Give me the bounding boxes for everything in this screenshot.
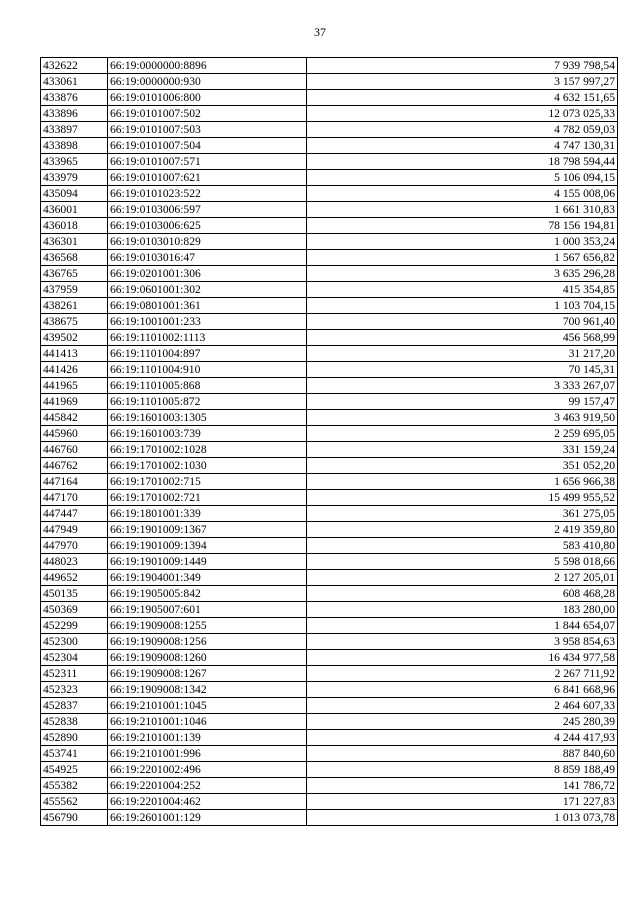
- cadastral-number-cell: 66:19:2601001:129: [108, 810, 307, 826]
- row-id-cell: 436301: [41, 234, 108, 250]
- cadastral-value-cell: 1 844 654,07: [307, 618, 618, 634]
- cadastral-number-cell: 66:19:1904001:349: [108, 570, 307, 586]
- table-row: [41, 410, 618, 426]
- table-row: [41, 442, 618, 458]
- cadastral-value-cell: 351 052,20: [307, 458, 618, 474]
- cadastral-number-cell: 66:19:0101006:800: [108, 90, 307, 106]
- row-id-cell: 441426: [41, 362, 108, 378]
- table-row: [41, 682, 618, 698]
- cadastral-number-cell: 66:19:1909008:1260: [108, 650, 307, 666]
- row-id-cell: 436765: [41, 266, 108, 282]
- table-row: [41, 234, 618, 250]
- cadastral-value-cell: 99 157,47: [307, 394, 618, 410]
- table-row: [41, 474, 618, 490]
- cadastral-value-cell: 4 782 059,03: [307, 122, 618, 138]
- cadastral-value-cell: 5 106 094,15: [307, 170, 618, 186]
- cadastral-number-cell: 66:19:1905007:601: [108, 602, 307, 618]
- cadastral-number-cell: 66:19:0101007:502: [108, 106, 307, 122]
- row-id-cell: 433979: [41, 170, 108, 186]
- row-id-cell: 433965: [41, 154, 108, 170]
- cadastral-number-cell: 66:19:2101001:996: [108, 746, 307, 762]
- cadastral-value-cell: 583 410,80: [307, 538, 618, 554]
- cadastral-value-cell: 3 958 854,63: [307, 634, 618, 650]
- row-id-cell: 433897: [41, 122, 108, 138]
- cadastral-value-cell: 183 280,00: [307, 602, 618, 618]
- cadastral-number-cell: 66:19:1001001:233: [108, 314, 307, 330]
- row-id-cell: 452837: [41, 698, 108, 714]
- cadastral-value-cell: 4 155 008,06: [307, 186, 618, 202]
- cadastral-number-cell: 66:19:0103006:625: [108, 218, 307, 234]
- row-id-cell: 452311: [41, 666, 108, 682]
- row-id-cell: 454925: [41, 762, 108, 778]
- table-row: [41, 618, 618, 634]
- row-id-cell: 449652: [41, 570, 108, 586]
- row-id-cell: 447170: [41, 490, 108, 506]
- cadastral-number-cell: 66:19:2201004:252: [108, 778, 307, 794]
- cadastral-value-cell: 2 464 607,33: [307, 698, 618, 714]
- cadastral-number-cell: 66:19:0101007:621: [108, 170, 307, 186]
- cadastral-value-cell: 7 939 798,54: [307, 58, 618, 74]
- table-row: [41, 202, 618, 218]
- table-row: [41, 634, 618, 650]
- cadastral-number-cell: 66:19:1601003:739: [108, 426, 307, 442]
- row-id-cell: 436018: [41, 218, 108, 234]
- cadastral-number-cell: 66:19:0101007:571: [108, 154, 307, 170]
- cadastral-value-cell: 2 267 711,92: [307, 666, 618, 682]
- row-id-cell: 433061: [41, 74, 108, 90]
- cadastral-number-cell: 66:19:0101023:522: [108, 186, 307, 202]
- table-row: [41, 186, 618, 202]
- cadastral-value-cell: 1 567 656,82: [307, 250, 618, 266]
- table-row: [41, 698, 618, 714]
- table-row: [41, 298, 618, 314]
- row-id-cell: 447949: [41, 522, 108, 538]
- table-row: [41, 58, 618, 74]
- cadastral-value-cell: 3 463 919,50: [307, 410, 618, 426]
- cadastral-value-cell: 3 635 296,28: [307, 266, 618, 282]
- table-row: [41, 714, 618, 730]
- cadastral-value-cell: 887 840,60: [307, 746, 618, 762]
- table-row: [41, 362, 618, 378]
- cadastral-value-cell: 2 419 359,80: [307, 522, 618, 538]
- cadastral-number-cell: 66:19:2101001:1046: [108, 714, 307, 730]
- cadastral-number-cell: 66:19:2101001:1045: [108, 698, 307, 714]
- row-id-cell: 452299: [41, 618, 108, 634]
- cadastral-value-cell: 456 568,99: [307, 330, 618, 346]
- table-row: [41, 154, 618, 170]
- cadastral-value-cell: 4 747 130,31: [307, 138, 618, 154]
- cadastral-value-cell: 6 841 668,96: [307, 682, 618, 698]
- cadastral-value-cell: 245 280,39: [307, 714, 618, 730]
- cadastral-value-cell: 18 798 594,44: [307, 154, 618, 170]
- row-id-cell: 456790: [41, 810, 108, 826]
- table-row: [41, 346, 618, 362]
- row-id-cell: 447447: [41, 506, 108, 522]
- cadastral-value-cell: 5 598 018,66: [307, 554, 618, 570]
- table-row: [41, 778, 618, 794]
- cadastral-number-cell: 66:19:1101002:1113: [108, 330, 307, 346]
- cadastral-value-cell: 1 656 966,38: [307, 474, 618, 490]
- row-id-cell: 438675: [41, 314, 108, 330]
- cadastral-number-cell: 66:19:1101005:868: [108, 378, 307, 394]
- row-id-cell: 433896: [41, 106, 108, 122]
- cadastral-value-cell: 70 145,31: [307, 362, 618, 378]
- cadastral-number-cell: 66:19:1701002:721: [108, 490, 307, 506]
- cadastral-value-cell: 141 786,72: [307, 778, 618, 794]
- cadastral-value-cell: 1 000 353,24: [307, 234, 618, 250]
- table-row: [41, 138, 618, 154]
- row-id-cell: 452838: [41, 714, 108, 730]
- table-row: [41, 170, 618, 186]
- row-id-cell: 447970: [41, 538, 108, 554]
- cadastral-value-cell: 4 244 417,93: [307, 730, 618, 746]
- cadastral-number-cell: 66:19:1901009:1394: [108, 538, 307, 554]
- row-id-cell: 452300: [41, 634, 108, 650]
- table-row: [41, 490, 618, 506]
- cadastral-number-cell: 66:19:1701002:715: [108, 474, 307, 490]
- cadastral-number-cell: 66:19:0103010:829: [108, 234, 307, 250]
- cadastral-value-cell: 1 103 704,15: [307, 298, 618, 314]
- cadastral-value-cell: 12 073 025,33: [307, 106, 618, 122]
- table-row: [41, 394, 618, 410]
- table-row: [41, 122, 618, 138]
- cadastral-number-cell: 66:19:2201004:462: [108, 794, 307, 810]
- row-id-cell: 453741: [41, 746, 108, 762]
- row-id-cell: 433898: [41, 138, 108, 154]
- cadastral-number-cell: 66:19:1101005:872: [108, 394, 307, 410]
- cadastral-number-cell: 66:19:0103016:47: [108, 250, 307, 266]
- cadastral-number-cell: 66:19:1701002:1030: [108, 458, 307, 474]
- cadastral-number-cell: 66:19:1909008:1256: [108, 634, 307, 650]
- row-id-cell: 448023: [41, 554, 108, 570]
- row-id-cell: 452323: [41, 682, 108, 698]
- cadastral-number-cell: 66:19:1909008:1255: [108, 618, 307, 634]
- table-row: [41, 90, 618, 106]
- row-id-cell: 436001: [41, 202, 108, 218]
- table-row: [41, 586, 618, 602]
- table-row: [41, 746, 618, 762]
- row-id-cell: 441965: [41, 378, 108, 394]
- cadastral-value-cell: 31 217,20: [307, 346, 618, 362]
- table-row: [41, 250, 618, 266]
- cadastral-number-cell: 66:19:2101001:139: [108, 730, 307, 746]
- cadastral-number-cell: 66:19:2201002:496: [108, 762, 307, 778]
- cadastral-number-cell: 66:19:1101004:910: [108, 362, 307, 378]
- table-row: [41, 794, 618, 810]
- row-id-cell: 446762: [41, 458, 108, 474]
- table-row: [41, 730, 618, 746]
- table-row: [41, 554, 618, 570]
- row-id-cell: 439502: [41, 330, 108, 346]
- row-id-cell: 433876: [41, 90, 108, 106]
- table-row: [41, 810, 618, 826]
- cadastral-number-cell: 66:19:0801001:361: [108, 298, 307, 314]
- table-body: [41, 58, 618, 826]
- table-row: [41, 522, 618, 538]
- cadastral-value-cell: 78 156 194,81: [307, 218, 618, 234]
- cadastral-value-cell: 415 354,85: [307, 282, 618, 298]
- table-row: [41, 506, 618, 522]
- table-row: [41, 314, 618, 330]
- table-row: [41, 666, 618, 682]
- cadastral-value-cell: 1 013 073,78: [307, 810, 618, 826]
- cadastral-value-cell: 3 333 267,07: [307, 378, 618, 394]
- cadastral-value-cell: 1 661 310,83: [307, 202, 618, 218]
- table-row: [41, 282, 618, 298]
- table-row: [41, 74, 618, 90]
- row-id-cell: 438261: [41, 298, 108, 314]
- row-id-cell: 452304: [41, 650, 108, 666]
- row-id-cell: 455562: [41, 794, 108, 810]
- table-row: [41, 570, 618, 586]
- cadastral-number-cell: 66:19:0101007:503: [108, 122, 307, 138]
- cadastral-value-cell: 171 227,83: [307, 794, 618, 810]
- cadastral-number-cell: 66:19:1905005:842: [108, 586, 307, 602]
- row-id-cell: 445842: [41, 410, 108, 426]
- row-id-cell: 441969: [41, 394, 108, 410]
- page-number: 37: [314, 25, 326, 39]
- cadastral-number-cell: 66:19:1909008:1267: [108, 666, 307, 682]
- cadastral-value-cell: 2 127 205,01: [307, 570, 618, 586]
- table-row: [41, 458, 618, 474]
- cadastral-value-cell: 361 275,05: [307, 506, 618, 522]
- cadastral-value-cell: 4 632 151,65: [307, 90, 618, 106]
- row-id-cell: 445960: [41, 426, 108, 442]
- row-id-cell: 450135: [41, 586, 108, 602]
- row-id-cell: 432622: [41, 58, 108, 74]
- table-row: [41, 538, 618, 554]
- table-row: [41, 266, 618, 282]
- cadastral-value-cell: 16 434 977,58: [307, 650, 618, 666]
- table-row: [41, 426, 618, 442]
- cadastral-number-cell: 66:19:1901009:1449: [108, 554, 307, 570]
- row-id-cell: 446760: [41, 442, 108, 458]
- cadastral-number-cell: 66:19:0000000:8896: [108, 58, 307, 74]
- cadastral-number-cell: 66:19:1909008:1342: [108, 682, 307, 698]
- row-id-cell: 437959: [41, 282, 108, 298]
- table-row: [41, 650, 618, 666]
- cadastral-value-cell: 2 259 695,05: [307, 426, 618, 442]
- cadastral-number-cell: 66:19:0101007:504: [108, 138, 307, 154]
- cadastral-number-cell: 66:19:0103006:597: [108, 202, 307, 218]
- table-row: [41, 762, 618, 778]
- row-id-cell: 455382: [41, 778, 108, 794]
- table-row: [41, 602, 618, 618]
- cadastral-number-cell: 66:19:0201001:306: [108, 266, 307, 282]
- row-id-cell: 441413: [41, 346, 108, 362]
- table-row: [41, 378, 618, 394]
- cadastral-number-cell: 66:19:1901009:1367: [108, 522, 307, 538]
- cadastral-number-cell: 66:19:1801001:339: [108, 506, 307, 522]
- cadastral-value-table: [40, 57, 618, 826]
- cadastral-value-cell: 331 159,24: [307, 442, 618, 458]
- row-id-cell: 447164: [41, 474, 108, 490]
- cadastral-value-cell: 3 157 997,27: [307, 74, 618, 90]
- cadastral-number-cell: 66:19:0601001:302: [108, 282, 307, 298]
- cadastral-value-cell: 608 468,28: [307, 586, 618, 602]
- row-id-cell: 450369: [41, 602, 108, 618]
- cadastral-number-cell: 66:19:1701002:1028: [108, 442, 307, 458]
- table-row: [41, 218, 618, 234]
- cadastral-value-cell: 15 499 955,52: [307, 490, 618, 506]
- table-row: [41, 106, 618, 122]
- cadastral-number-cell: 66:19:0000000:930: [108, 74, 307, 90]
- cadastral-number-cell: 66:19:1601003:1305: [108, 410, 307, 426]
- row-id-cell: 452890: [41, 730, 108, 746]
- cadastral-number-cell: 66:19:1101004:897: [108, 346, 307, 362]
- row-id-cell: 436568: [41, 250, 108, 266]
- cadastral-value-cell: 700 961,40: [307, 314, 618, 330]
- row-id-cell: 435094: [41, 186, 108, 202]
- table-row: [41, 330, 618, 346]
- cadastral-value-cell: 8 859 188,49: [307, 762, 618, 778]
